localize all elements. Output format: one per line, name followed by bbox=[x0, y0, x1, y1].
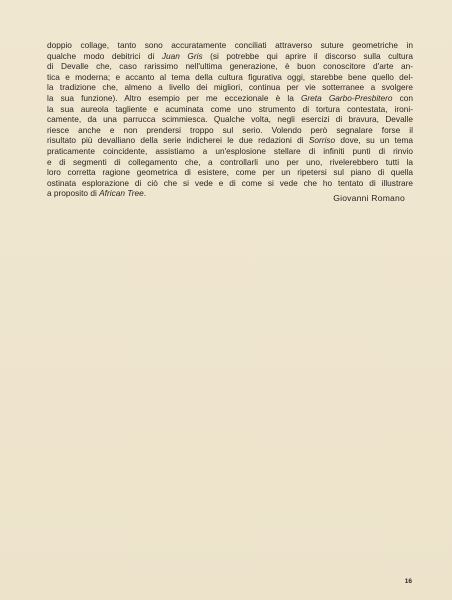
text-line bbox=[47, 157, 413, 168]
text-segment: qualche modo debitrici di bbox=[47, 50, 162, 61]
italic-title: African Tree bbox=[99, 188, 144, 199]
text-segment: . bbox=[143, 188, 147, 199]
text-segment: la tradizione che, almeno a livello dei migliori, continua per vie sotterranee a svolgere bbox=[47, 82, 413, 93]
text-line bbox=[47, 104, 413, 115]
italic-title: Sorriso bbox=[308, 135, 336, 146]
text-line bbox=[47, 178, 413, 189]
text-line bbox=[47, 167, 413, 178]
text-line bbox=[47, 135, 413, 146]
text-segment: doppio collage, tanto sono accuratamente conciliati attraverso suture geometriche in bbox=[47, 40, 413, 50]
italic-title: Greta Garbo-Presbitero bbox=[300, 92, 393, 103]
text-line bbox=[47, 82, 413, 93]
page-number: 16 bbox=[404, 578, 412, 585]
text-line bbox=[47, 61, 413, 72]
text-segment: di Devalle che, caso rarissimo nell'ultima generazione, è buon conoscitore d'arte an- bbox=[47, 61, 413, 72]
text-segment: dove, su un tema bbox=[335, 135, 413, 146]
text-segment: risultato più devalliano della serie indicherei le due redazioni di bbox=[47, 135, 309, 146]
text-line bbox=[47, 72, 413, 83]
text-segment: tica e moderna; e accanto al tema della cultura figurativa oggi, starebbe bene quello del- bbox=[47, 71, 413, 82]
text-line bbox=[47, 146, 413, 157]
text-segment: camente, da una parrucca scimmiesca. Qualche volta, negli esercizi di bravura, Devalle bbox=[47, 114, 413, 125]
text-line bbox=[47, 40, 413, 51]
text-line bbox=[47, 114, 413, 125]
text-segment: praticamente coincidente, assistiamo a un'esplosione stellare di infiniti punti di rinvio bbox=[47, 145, 413, 156]
text-segment: ostinata esplorazione di ciò che si vede e di come si vede che ho tentato di illustrare bbox=[47, 177, 413, 188]
text-segment: a proposito di bbox=[47, 188, 100, 199]
text-segment: e di segmenti di collegamento che, a controllarli uno per uno, rivelerebbero tutti la bbox=[47, 156, 413, 167]
text-line bbox=[47, 51, 413, 62]
text-segment: (si potrebbe qui aprire il discorso sulla cultura bbox=[202, 50, 413, 61]
text-segment: riesce anche e non prendersi troppo sul serio. Volendo però segnalare forse il bbox=[47, 124, 413, 135]
text-line bbox=[47, 125, 413, 136]
author-signature: Giovanni Romano bbox=[333, 193, 405, 203]
text-segment: loro corretta ragione geometrica di esistere, come per un ripetersi sul piano di quella bbox=[47, 167, 413, 178]
text-line bbox=[47, 93, 413, 104]
italic-title: Juan Gris bbox=[161, 50, 203, 61]
text-segment: con bbox=[392, 92, 413, 103]
article-text bbox=[47, 40, 413, 199]
text-segment: la sua aureola tagliente e acuminata come uno strumento di tortura contestata, ironi- bbox=[47, 103, 413, 114]
text-segment: la sua funzione). Altro esempio per me eccezionale è la bbox=[47, 92, 301, 103]
